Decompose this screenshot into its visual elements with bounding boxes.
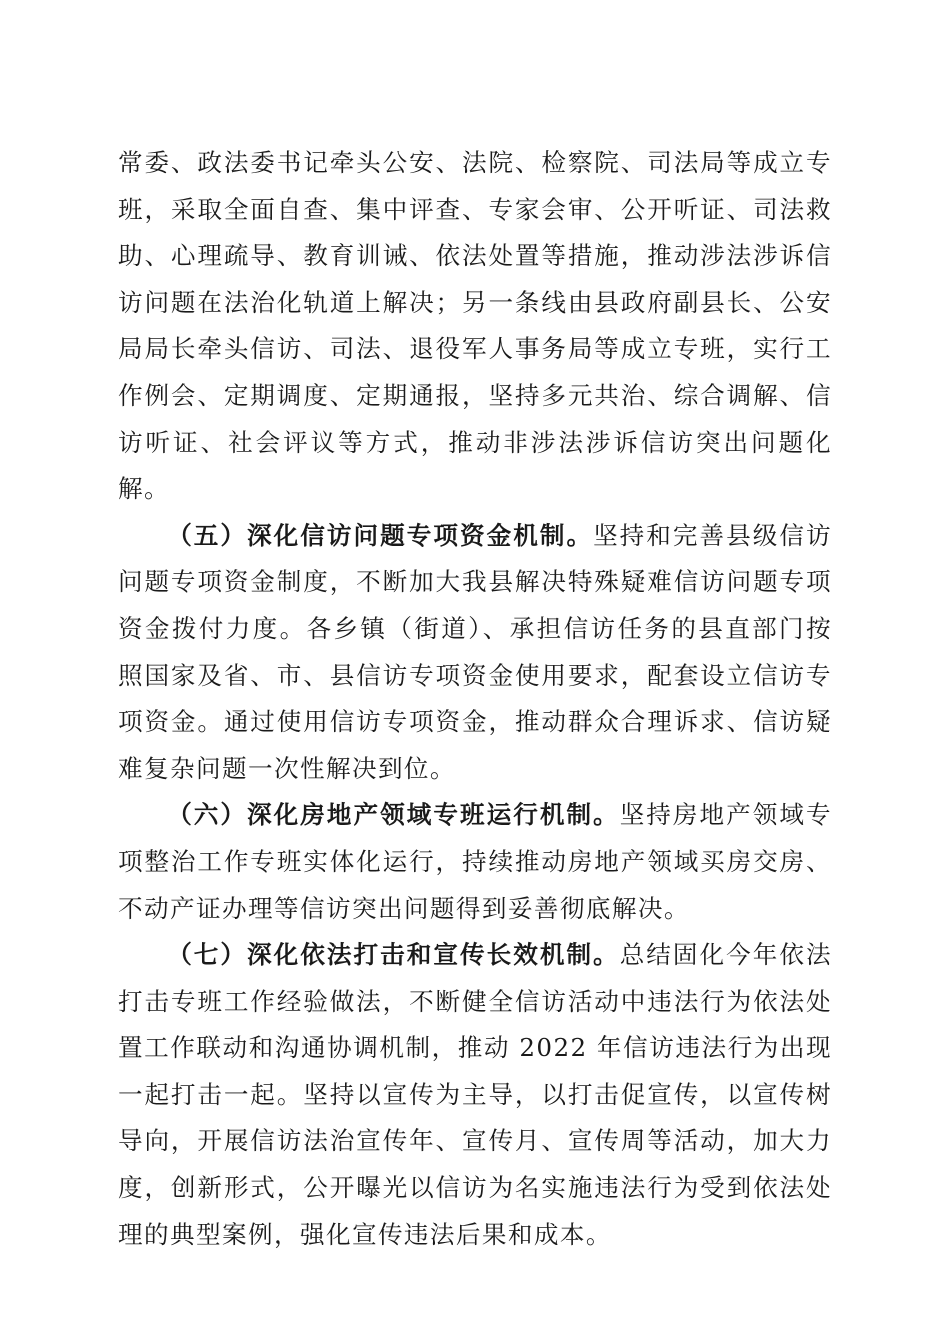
paragraph-special-funds <box>118 513 832 793</box>
section-heading: （六）深化房地产领域专班运行机制。 <box>167 800 620 830</box>
paragraph-text: 总结固化今年依法打击专班工作经验做法，不断健全信访活动中违法行为依法处置工作联动和沟通协调机制，推动 2022 年信访违法行为出现一起打击一起。坚持以宣传为主导，以打击促宣传，以宣传树导向，开展信访法治宣传年、宣传月、宣传周等活动，加大力度，创新形式，公开曝光以信访为名实施违法行为受到依法处理的典型案例，强化宣传违法后果和成本。 <box>118 940 832 1249</box>
paragraph-real-estate <box>118 792 832 932</box>
paragraph-text: 常委、政法委书记牵头公安、法院、检察院、司法局等成立专班，采取全面自查、集中评查、专家会审、公开听证、司法救助、心理疏导、教育训诫、依法处置等措施，推动涉法涉诉信访问题在法治化轨道上解决；另一条线由县政府副县长、公安局局长牵头信访、司法、退役军人事务局等成立专班，实行工作例会、定期调度、定期通报，坚持多元共治、综合调解、信访听证、社会评议等方式，推动非涉法涉诉信访突出问题化解。 <box>118 148 832 504</box>
document-body <box>118 140 832 1258</box>
paragraph-crackdown-publicity <box>118 932 832 1258</box>
section-heading: （五）深化信访问题专项资金机制。 <box>167 520 594 550</box>
paragraph-text: 坚持和完善县级信访问题专项资金制度，不断加大我县解决特殊疑难信访问题专项资金拨付力度。各乡镇（街道）、承担信访任务的县直部门按照国家及省、市、县信访专项资金使用要求，配套设立信访专项资金。通过使用信访专项资金，推动群众合理诉求、信访疑难复杂问题一次性解决到位。 <box>118 520 832 783</box>
paragraph-text: 坚持房地产领域专项整治工作专班实体化运行，持续推动房地产领域买房交房、不动产证办理等信访突出问题得到妥善彻底解决。 <box>118 800 832 923</box>
paragraph-continuation <box>118 140 832 513</box>
section-heading: （七）深化依法打击和宣传长效机制。 <box>167 940 620 970</box>
